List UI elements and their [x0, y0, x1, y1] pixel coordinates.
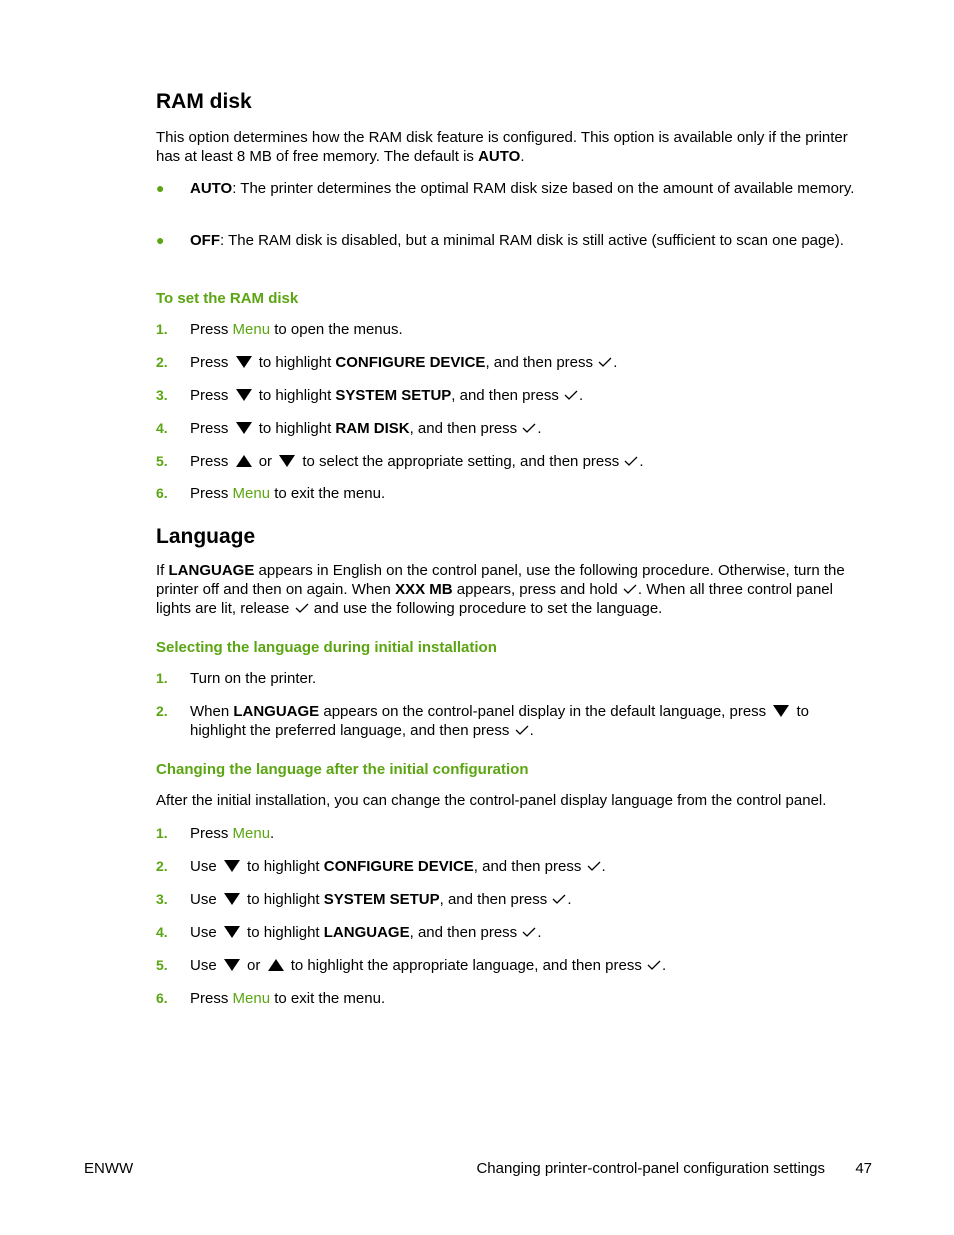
checkmark-icon — [564, 390, 578, 400]
menu-button-ref: Menu — [232, 990, 271, 1007]
menu-button-ref: Menu — [232, 485, 271, 502]
ram-disk-heading: RAM disk — [156, 90, 252, 113]
ram-step-5: 5. Press or to select the appropriate setting, and then press . — [156, 453, 644, 470]
set-ram-disk-subheading: To set the RAM disk — [156, 290, 299, 307]
checkmark-icon — [515, 725, 529, 735]
ram-step-1: 1. Press Menu to open the menus. — [156, 321, 403, 338]
down-arrow-icon — [236, 356, 252, 368]
language-heading: Language — [156, 525, 256, 548]
change-language-subheading: Changing the language after the initial configuration — [156, 761, 529, 778]
initial-install-subheading: Selecting the language during initial installation — [156, 639, 497, 656]
checkmark-icon — [598, 357, 612, 367]
bullet-icon: ● — [156, 180, 165, 196]
change-step-1: 1. Press Menu. — [156, 825, 275, 842]
checkmark-icon — [587, 861, 601, 871]
bullet-off: ● OFF: The RAM disk is disabled, but a minimal RAM disk is still active (sufficient to scan one page). — [156, 232, 844, 249]
down-arrow-icon — [773, 705, 789, 717]
language-intro: If LANGUAGE appears in English on the control panel, use the following procedure. Otherwise, turn the printer off and then on again. When XXX MB appears, press and hold . When all three control panel lights are lit, release and use the following procedure to set the language. — [156, 562, 845, 617]
ram-step-6: 6. Press Menu to exit the menu. — [156, 485, 386, 502]
down-arrow-icon — [236, 389, 252, 401]
down-arrow-icon — [279, 455, 295, 467]
footer-title: Changing printer-control-panel configuration settings — [476, 1160, 825, 1177]
checkmark-icon — [624, 456, 638, 466]
change-step-3: 3. Use to highlight SYSTEM SETUP, and then press . — [156, 891, 572, 908]
checkmark-icon — [522, 927, 536, 937]
change-language-intro: After the initial installation, you can change the control-panel display language from the control panel. — [156, 792, 827, 809]
up-arrow-icon — [236, 455, 252, 467]
bullet-icon: ● — [156, 232, 165, 248]
ram-step-3: 3. Press to highlight SYSTEM SETUP, and then press . — [156, 387, 584, 404]
change-step-4: 4. Use to highlight LANGUAGE, and then press . — [156, 924, 542, 941]
ram-step-2: 2. Press to highlight CONFIGURE DEVICE, and then press . — [156, 354, 618, 371]
checkmark-icon — [647, 960, 661, 970]
down-arrow-icon — [224, 893, 240, 905]
change-step-5: 5. Use or to highlight the appropriate language, and then press . — [156, 957, 667, 974]
menu-button-ref: Menu — [232, 321, 271, 338]
checkmark-icon — [295, 603, 309, 613]
down-arrow-icon — [224, 860, 240, 872]
down-arrow-icon — [224, 926, 240, 938]
down-arrow-icon — [224, 959, 240, 971]
down-arrow-icon — [236, 422, 252, 434]
checkmark-icon — [623, 584, 637, 594]
page-number: 47 — [855, 1160, 872, 1177]
bullet-auto: ● AUTO: The printer determines the optimal RAM disk size based on the amount of available memory. — [156, 180, 855, 197]
change-step-2: 2. Use to highlight CONFIGURE DEVICE, and then press . — [156, 858, 606, 875]
install-step-1: 1. Turn on the printer. — [156, 670, 317, 687]
checkmark-icon — [552, 894, 566, 904]
footer-left: ENWW — [84, 1160, 134, 1177]
install-step-2: 2. When LANGUAGE appears on the control-panel display in the default language, press to highlight the preferred language, and then press . — [156, 703, 810, 739]
ram-step-4: 4. Press to highlight RAM DISK, and then press . — [156, 420, 542, 437]
checkmark-icon — [522, 423, 536, 433]
menu-button-ref: Menu — [232, 825, 271, 842]
ram-disk-intro: This option determines how the RAM disk feature is configured. This option is available only if the printer has at least 8 MB of free memory. The default is AUTO. — [156, 129, 848, 165]
change-step-6: 6. Press Menu to exit the menu. — [156, 990, 386, 1007]
up-arrow-icon — [268, 959, 284, 971]
